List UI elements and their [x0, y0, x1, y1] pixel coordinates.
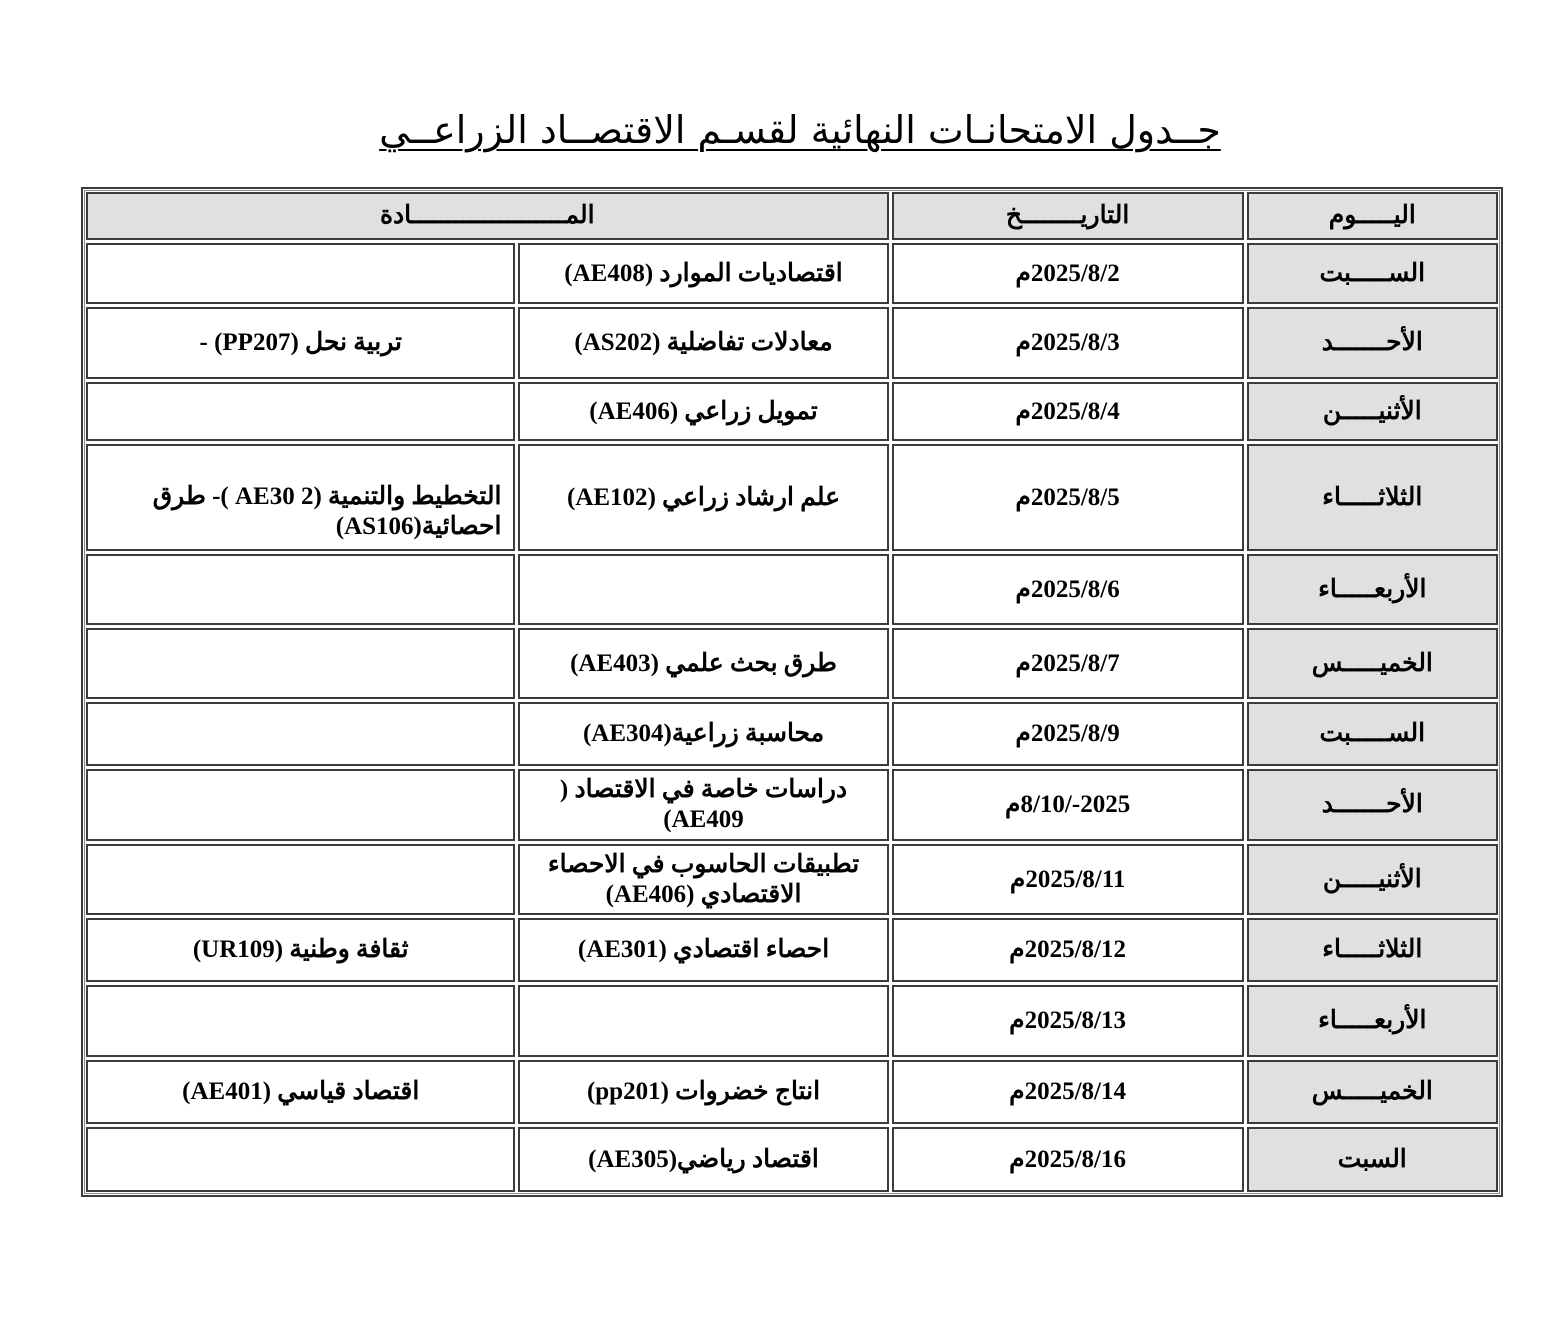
day-cell: الأثنيـــــن	[1247, 382, 1498, 441]
day-cell: الثلاثـــــاء	[1247, 444, 1498, 551]
table-row	[86, 985, 1498, 1057]
table-row	[86, 918, 1498, 982]
header-date: التاريــــــــخ	[892, 192, 1244, 240]
subject-cell: دراسات خاصة في الاقتصاد ( AE409)	[518, 769, 888, 841]
subject-cell: انتاج خضروات (pp201)	[518, 1060, 888, 1124]
table-row	[86, 382, 1498, 441]
extra-subject-cell: تربية نحل (PP207) -	[86, 307, 515, 379]
extra-subject-cell: ثقافة وطنية (UR109)	[86, 918, 515, 982]
header-day: اليـــــوم	[1247, 192, 1498, 240]
subject-cell: تمويل زراعي (AE406)	[518, 382, 888, 441]
header-subject: المـــــــــــــــــــــادة	[86, 192, 889, 240]
table-row	[86, 243, 1498, 304]
subject-cell: محاسبة زراعية(AE304)	[518, 702, 888, 766]
day-cell: الأحـــــــد	[1247, 307, 1498, 379]
date-cell: 2025/8/13م	[892, 985, 1244, 1057]
extra-subject-cell	[86, 1127, 515, 1192]
date-cell: 2025/8/9م	[892, 702, 1244, 766]
subject-cell: احصاء اقتصادي (AE301)	[518, 918, 888, 982]
table-row	[86, 628, 1498, 699]
subject-cell: تطبيقات الحاسوب في الاحصاء الاقتصادي (AE406)	[518, 844, 888, 915]
subject-cell	[518, 985, 888, 1057]
subject-cell: معادلات تفاضلية (AS202)	[518, 307, 888, 379]
day-cell: الأثنيـــــن	[1247, 844, 1498, 915]
date-cell: 2025/8/4م	[892, 382, 1244, 441]
day-cell: السبت	[1247, 1127, 1498, 1192]
subject-cell: علم ارشاد زراعي (AE102)	[518, 444, 888, 551]
subject-cell: طرق بحث علمي (AE403)	[518, 628, 888, 699]
subject-cell: اقتصاديات الموارد (AE408)	[518, 243, 888, 304]
day-cell: الســـــبت	[1247, 243, 1498, 304]
exam-schedule-table	[81, 187, 1503, 1197]
table-row	[86, 702, 1498, 766]
extra-subject-cell	[86, 554, 515, 625]
table-row	[86, 769, 1498, 841]
day-cell: الأربعـــــاء	[1247, 554, 1498, 625]
table-row	[86, 307, 1498, 379]
extra-subject-cell	[86, 769, 515, 841]
date-cell: 2025/8/6م	[892, 554, 1244, 625]
date-cell: 2025-/8/10م	[892, 769, 1244, 841]
header-row	[86, 192, 1498, 240]
table-row	[86, 554, 1498, 625]
date-cell: 2025/8/3م	[892, 307, 1244, 379]
extra-subject-cell	[86, 985, 515, 1057]
date-cell: 2025/8/12م	[892, 918, 1244, 982]
day-cell: الســـــبت	[1247, 702, 1498, 766]
day-cell: الأربعـــــاء	[1247, 985, 1498, 1057]
day-cell: الخميـــــس	[1247, 1060, 1498, 1124]
day-cell: الخميـــــس	[1247, 628, 1498, 699]
table-row	[86, 844, 1498, 915]
day-cell: الثلاثـــــاء	[1247, 918, 1498, 982]
date-cell: 2025/8/11م	[892, 844, 1244, 915]
table-row	[86, 444, 1498, 551]
table-row	[86, 1127, 1498, 1192]
extra-subject-cell	[86, 243, 515, 304]
extra-subject-cell: التخطيط والتنمية (2 AE30 )- طرق احصائية(AS106)	[86, 444, 515, 551]
subject-cell: اقتصاد رياضي(AE305)	[518, 1127, 888, 1192]
subject-cell	[518, 554, 888, 625]
table-row	[86, 1060, 1498, 1124]
date-cell: 2025/8/7م	[892, 628, 1244, 699]
extra-subject-cell	[86, 628, 515, 699]
page-title	[330, 104, 1270, 160]
day-cell: الأحـــــــد	[1247, 769, 1498, 841]
date-cell: 2025/8/16م	[892, 1127, 1244, 1192]
extra-subject-cell: اقتصاد قياسي (AE401)	[86, 1060, 515, 1124]
date-cell: 2025/8/2م	[892, 243, 1244, 304]
extra-subject-cell	[86, 382, 515, 441]
extra-subject-cell	[86, 844, 515, 915]
extra-subject-cell	[86, 702, 515, 766]
page-title-text: جــدول الامتحانـات النهائية لقسـم الاقتصــاد الزراعــي	[379, 108, 1221, 152]
date-cell: 2025/8/14م	[892, 1060, 1244, 1124]
date-cell: 2025/8/5م	[892, 444, 1244, 551]
